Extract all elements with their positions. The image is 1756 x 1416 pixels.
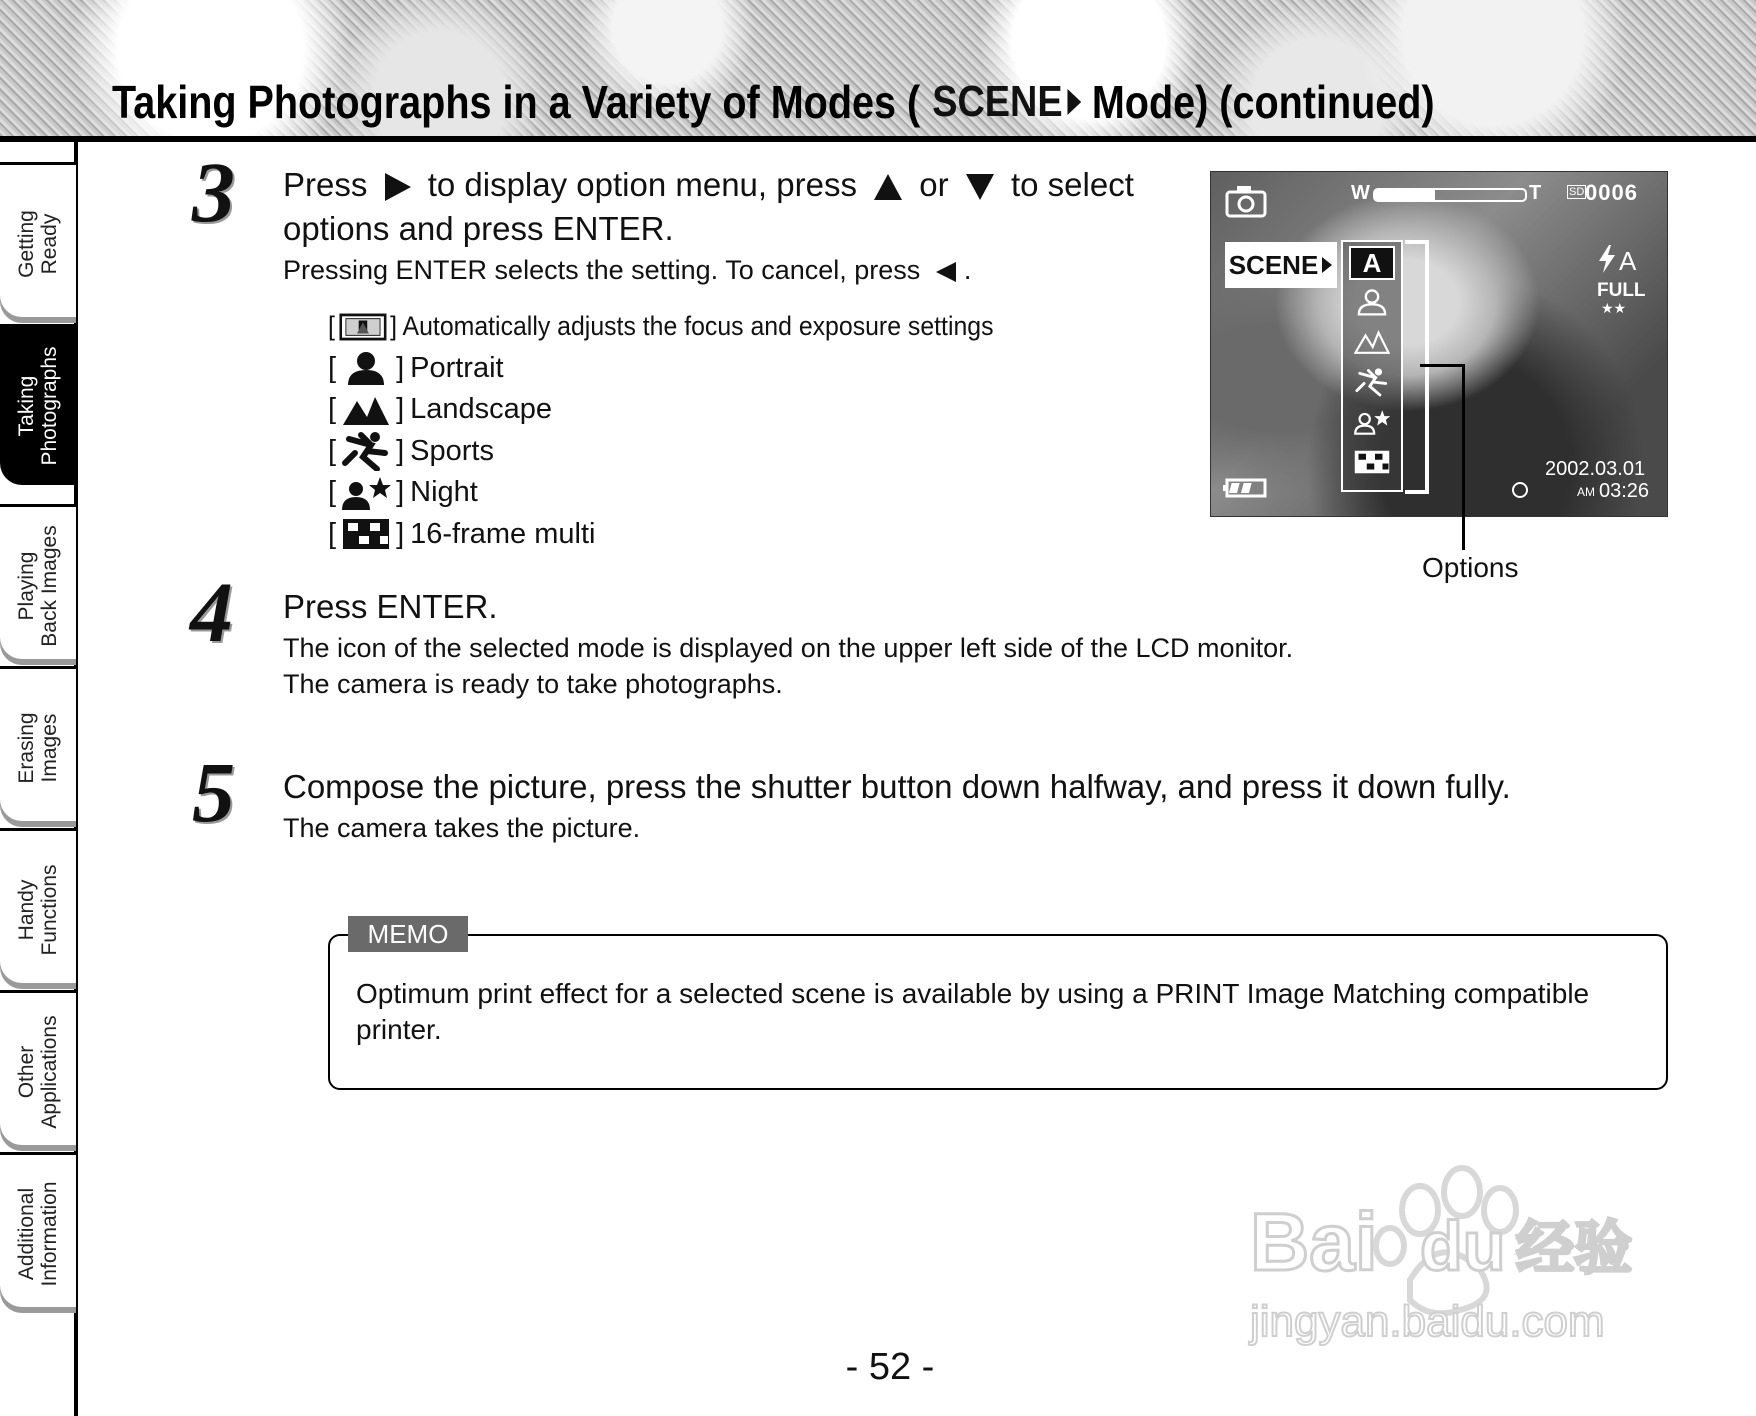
quality-stars: ★★ (1601, 300, 1627, 316)
step5-title: Compose the picture, press the shutter button down halfway, and press it down fully. (283, 768, 1511, 805)
bracket-open: [ (328, 434, 337, 467)
tab-label-line: Functions (38, 864, 61, 956)
play-right-icon (1066, 87, 1083, 117)
page-title-prefix: Taking Photographs in a Variety of Modes ( (112, 76, 921, 128)
option-label: Portrait (410, 351, 504, 384)
lcd-time: 03:26 (1599, 480, 1650, 502)
header-banner (0, 0, 1756, 140)
image-size: FULL (1597, 280, 1646, 301)
bracket-open: [ (328, 476, 337, 509)
tab-label-line: Applications (38, 1015, 61, 1129)
list-item (328, 431, 1051, 473)
step3-instruction-line2: options and press ENTER. (283, 210, 674, 247)
svg-text:du: du (1420, 1207, 1506, 1285)
zoom-bar (1373, 188, 1527, 202)
step3-sub-period: . (963, 255, 972, 285)
scene-mode-label: SCENE (932, 77, 1063, 126)
step3-text: Press (283, 166, 368, 203)
camera-icon (1225, 184, 1267, 218)
step3-cancel-note (283, 252, 971, 288)
night-icon (1343, 402, 1401, 442)
auto-icon (339, 312, 387, 342)
option-label: Automatically adjusts the focus and exposure settings (402, 311, 994, 342)
tab-label-line: Information (38, 1181, 61, 1287)
svg-text:经验: 经验 (1516, 1214, 1633, 1282)
tab-erasing-images[interactable] (0, 666, 76, 827)
step-number-5: 5 (192, 744, 235, 840)
list-item (328, 472, 1051, 514)
night-icon (340, 475, 392, 511)
list-item (328, 348, 1051, 390)
tab-taking-photographs[interactable] (0, 324, 76, 485)
tab-playing-back-images[interactable] (0, 504, 76, 665)
lcd-menu-auto-selected: A (1349, 246, 1395, 280)
bracket-close: ] (396, 517, 405, 550)
watermark-url: jingyan.baidu.com (1250, 1297, 1605, 1346)
page-number: - 52 - (845, 1346, 935, 1388)
list-item (328, 514, 1051, 556)
callout-line (1462, 364, 1465, 550)
flash-mode: A (1619, 246, 1637, 276)
tab-label-line: Playing (15, 551, 38, 621)
frame-counter: 0006 (1585, 180, 1638, 205)
tab-label-line: Taking (15, 375, 38, 437)
lcd-date: 2002.03.01 (1545, 458, 1646, 480)
bracket-close: ] (390, 311, 398, 342)
option-label: 16-frame multi (410, 517, 596, 550)
multi-frame-icon (1343, 442, 1401, 482)
left-arrow-icon (934, 260, 958, 284)
step4-description-1: The icon of the selected mode is displayed on the upper left side of the LCD monitor. (283, 633, 1294, 663)
step3-sub-text: Pressing ENTER selects the setting. To cancel, press (283, 255, 921, 285)
step3-text: to display option menu, press (427, 166, 857, 203)
scene-mode-chip (929, 77, 1087, 127)
step3-text: or (919, 166, 949, 203)
tab-label-line: Ready (38, 213, 61, 275)
callout-line (1420, 364, 1464, 367)
sd-card-icon: SD (1569, 186, 1585, 198)
bracket-close: ] (396, 434, 405, 467)
option-label: Landscape (410, 393, 553, 426)
tab-label-line: Other (15, 1045, 38, 1099)
zoom-tele-label: T (1529, 182, 1542, 204)
list-item (328, 306, 994, 348)
header-rule (0, 136, 1756, 142)
scene-option-list (328, 306, 1051, 555)
tab-getting-ready[interactable] (0, 162, 76, 323)
baidu-watermark (1240, 1150, 1660, 1350)
tab-label-line: Photographs (38, 346, 61, 466)
lcd-scene-text: SCENE (1228, 249, 1319, 280)
step5-description: The camera takes the picture. (283, 813, 641, 843)
bracket-close: ] (396, 393, 405, 426)
step3-text: to select (1010, 166, 1134, 203)
lcd-option-menu (1341, 240, 1403, 492)
bracket-open: [ (328, 517, 337, 550)
up-arrow-icon (872, 172, 904, 202)
play-right-icon (1321, 256, 1333, 274)
tab-label-line: Getting (15, 210, 38, 278)
step4-title: Press ENTER. (283, 588, 498, 625)
battery-icon (1223, 478, 1267, 498)
portrait-icon (1343, 282, 1401, 322)
bracket-open: [ (328, 311, 335, 342)
multi-frame-icon (340, 518, 392, 550)
tab-other-applications[interactable] (0, 990, 76, 1151)
lcd-ampm: AM (1577, 485, 1595, 499)
tab-additional-information[interactable] (0, 1152, 76, 1313)
step-number-4: 4 (190, 564, 233, 660)
baidu-paw-logo (1240, 1150, 1660, 1350)
right-arrow-icon (383, 171, 413, 203)
bracket-close: ] (396, 476, 405, 509)
landscape-icon (1343, 322, 1401, 362)
bracket-open: [ (328, 351, 337, 384)
option-label: Night (410, 476, 478, 509)
tab-label-line: Handy (15, 879, 38, 941)
step4-description-2: The camera is ready to take photographs. (283, 669, 783, 699)
option-label: Sports (410, 434, 494, 467)
lcd-options-bracket (1405, 240, 1429, 494)
zoom-wide-label: W (1351, 182, 1370, 204)
bracket-close: ] (396, 351, 405, 384)
options-callout-label: Options (1422, 552, 1519, 583)
tab-label-line: Images (38, 713, 61, 783)
list-item (328, 389, 1051, 431)
step-number-3: 3 (192, 144, 235, 240)
tab-label-line: Back Images (38, 525, 61, 647)
portrait-icon (340, 350, 392, 386)
step3-instruction-line1 (283, 164, 1134, 206)
sports-icon (1343, 362, 1401, 402)
flash-auto-icon (1597, 244, 1617, 274)
focus-indicator-icon (1511, 481, 1529, 499)
tab-label-line: Additional (15, 1187, 38, 1281)
lcd-scene-label (1225, 242, 1337, 288)
tab-handy-functions[interactable] (0, 828, 76, 989)
page-title (112, 72, 1435, 132)
tab-label-line: Erasing (15, 712, 38, 784)
down-arrow-icon (964, 172, 996, 202)
watermark-brand: Bai (1250, 1197, 1378, 1288)
bracket-open: [ (328, 393, 337, 426)
memo-tag: MEMO (348, 916, 468, 952)
landscape-icon (340, 393, 392, 427)
memo-text: Optimum print effect for a selected scene is available by using a PRINT Image Matching compatible printer. (356, 978, 1590, 1045)
page-title-suffix: Mode) (continued) (1091, 76, 1435, 128)
sports-icon (340, 431, 392, 471)
lcd-monitor-image (1210, 171, 1668, 517)
